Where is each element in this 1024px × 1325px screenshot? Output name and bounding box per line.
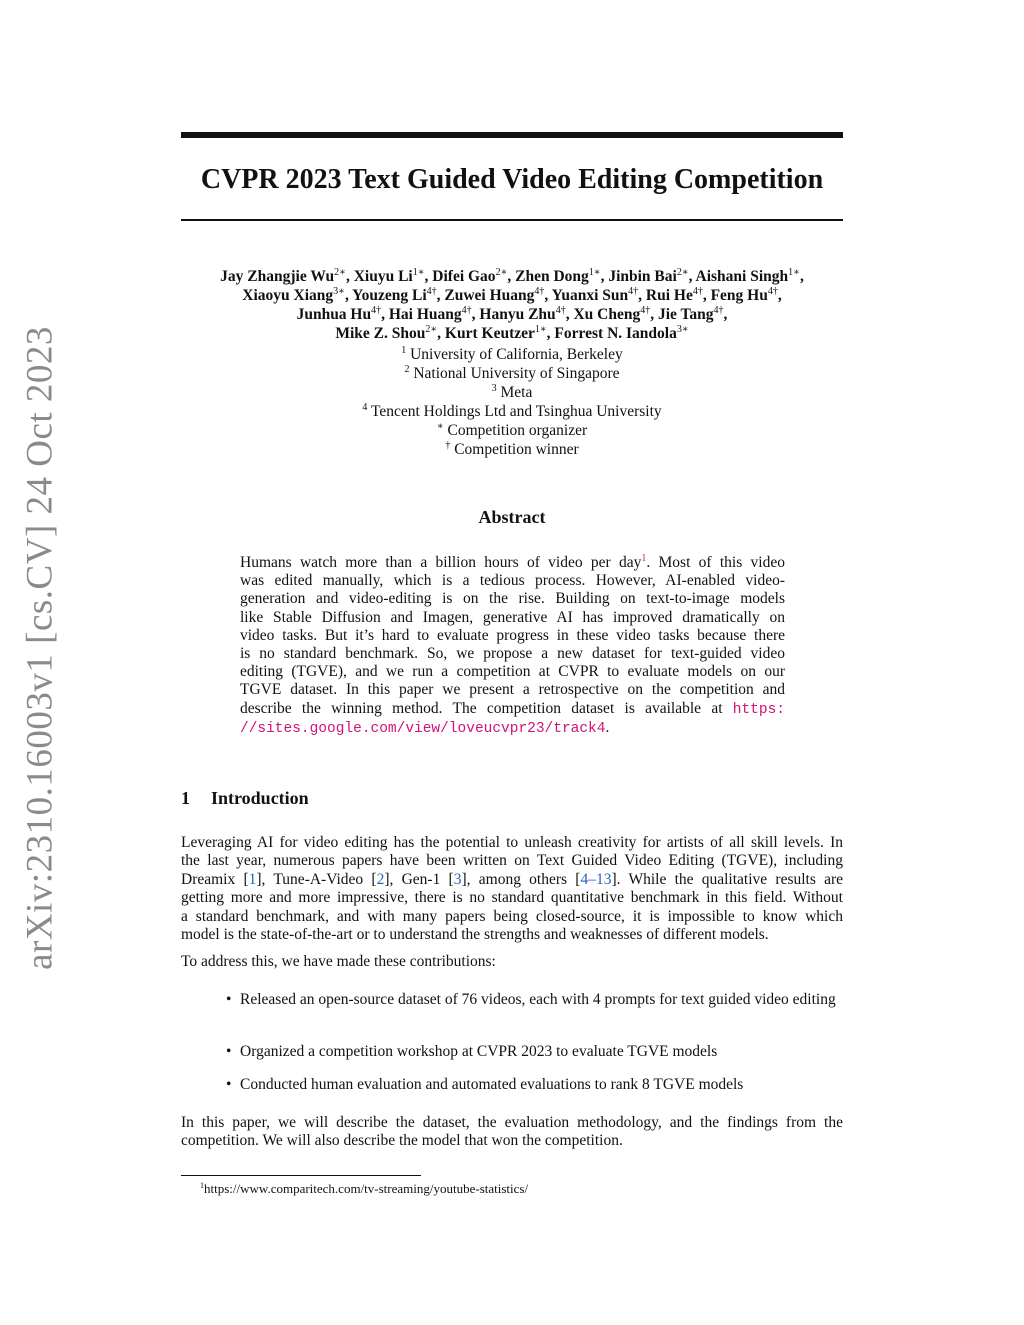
bullet-icon: • — [226, 1076, 232, 1093]
list-item-text: Organized a competition workshop at CVPR 2023 to evaluate TGVE models — [240, 1043, 718, 1060]
author: Hanyu Zhu$^{4\dagger}$, — [479, 305, 574, 323]
affiliation: † Competition winner — [445, 440, 579, 458]
bullet-icon: • — [226, 1043, 232, 1060]
abstract-line: editing (TGVE), and we run a competition at CVPR to evaluate models on our — [240, 663, 785, 681]
affiliation: $^4$ Tencent Holdings Ltd and Tsinghua University — [362, 402, 662, 420]
abstract-line: like Stable Diffusion and Imagen, generative AI has improved dramatically on — [240, 608, 785, 626]
list-item-text: Conducted human evaluation and automated evaluations to rank 8 TGVE models — [240, 1076, 744, 1093]
author: Yuanxi Sun$^{4\dagger}$, — [551, 286, 646, 304]
paragraph-line: model is the state-of-the-art or to understand the strengths and weaknesses of different models. — [181, 926, 769, 944]
author: Aishani Singh$^{1∗}$, — [695, 267, 804, 285]
dataset-url-link[interactable]: https: — [732, 701, 785, 718]
author: Mike Z. Shou$^{2∗}$, — [335, 324, 445, 342]
author-list — [181, 267, 843, 343]
author: Jie Tang$^{4\dagger}$, — [657, 305, 728, 323]
abstract-line: //sites.google.com/view/loveucvpr23/track4. — [240, 718, 610, 737]
arxiv-id-text: arXiv:2310.16003v1 [cs.CV] 24 Oct 2023 — [19, 326, 61, 970]
paper-title: CVPR 2023 Text Guided Video Editing Competition — [200, 164, 824, 195]
section-number: 1 — [181, 788, 190, 808]
author-line-2 — [181, 286, 843, 305]
intro-paragraph — [181, 834, 843, 944]
author: Rui $He^{4\dagger}$, — [645, 286, 711, 304]
closing-paragraph — [181, 1114, 843, 1151]
citation-link[interactable]: 3 — [453, 870, 462, 888]
abstract-line: was edited manually, which is a tedious process. However, AI-enabled video- — [240, 572, 785, 590]
paragraph-line: In this paper, we will describe the dataset, the evaluation methodology, and the findings from the — [181, 1114, 843, 1131]
dataset-url-link-continued[interactable]: //sites.google.com/view/loveucvpr23/track4 — [240, 720, 606, 737]
abstract-line: Humans watch more than a billion hours of video per day$^1$. Most of this video — [240, 553, 785, 571]
author: Jay Zhangjie $Wu^{2∗}$, — [220, 267, 354, 285]
citation-link[interactable]: 1 — [248, 870, 257, 888]
bullet-icon: • — [226, 991, 232, 1008]
author-line-3 — [181, 305, 843, 324]
citation-link[interactable]: 2 — [376, 870, 385, 888]
citation-link[interactable]: 13 — [595, 870, 612, 888]
author: Youzeng $Li^{4\dagger}$, — [352, 286, 445, 304]
footnote-mark: 1 — [200, 1181, 204, 1190]
affiliation: $^1$ University of California, Berkeley — [401, 345, 623, 363]
affiliation: ∗ Competition organizer — [436, 421, 588, 439]
footnote-link[interactable]: 1 — [641, 553, 647, 564]
abstract-body — [240, 554, 785, 738]
author-line-1 — [181, 267, 843, 286]
author: Difei Gao$^{2∗}$, — [432, 267, 516, 285]
footnote-url[interactable]: https://www.comparitech.com/tv-streaming/youtube-statistics/ — [204, 1181, 529, 1196]
paragraph-line: the last year, numerous papers have been written on Text Guided Video Editing (TGVE), including — [181, 852, 843, 870]
paragraph-line: Dreamix [1], Tune-A-Video [2], Gen-1 [3], among others [4–13]. While the qualitative results are — [181, 870, 844, 888]
paragraph-line: a standard benchmark, and with many papers being closed-source, it is impossible to know which — [181, 907, 843, 925]
author: Xu Cheng$^{4\dagger}$, — [573, 305, 658, 323]
abstract-line: describe the winning method. The competition dataset is available at https: — [240, 699, 785, 718]
abstract-line: generation and video-editing is on the rise. Building on text-to-image models — [240, 590, 785, 608]
author: Hai Huang$^{4\dagger}$, — [388, 305, 480, 323]
title-bottom-rule — [181, 219, 843, 221]
paragraph-line: To address this, we have made these contributions: — [181, 953, 496, 970]
author-line-4 — [181, 324, 843, 343]
author: Zhen Dong$^{1∗}$, — [515, 267, 609, 285]
affiliation-list — [181, 345, 843, 459]
author: Feng $Hu^{4\dagger}$, — [710, 286, 782, 304]
author: Jinbin Bai$^{2∗}$, — [608, 267, 696, 285]
paragraph-line: getting more and more impressive, there is no standard quantitative benchmark in this field. Without — [181, 889, 843, 907]
section-heading-introduction — [181, 787, 309, 809]
abstract-line: video tasks. But it’s hard to evaluate progress in these video tasks because there — [240, 626, 785, 644]
title-top-rule — [181, 132, 843, 138]
contributions-intro — [181, 953, 843, 971]
abstract-heading: Abstract — [478, 507, 546, 527]
paragraph-line: competition. We will also describe the model that won the competition. — [181, 1132, 623, 1150]
list-item-text: Released an open-source dataset of 76 videos, each with 4 prompts for text guided video editing — [240, 991, 836, 1008]
abstract-line: is no standard benchmark. So, we propose a new dataset for text-guided video — [240, 645, 785, 663]
affiliation: $^2$ National University of Singapore — [404, 364, 620, 382]
author: Junhua $Hu^{4\dagger}$, — [296, 305, 389, 323]
footnote — [200, 1181, 528, 1197]
footnote-divider — [181, 1175, 421, 1176]
section-title: Introduction — [211, 788, 309, 808]
affiliation: $^3$ Meta — [491, 383, 533, 401]
author: Xiuyu $Li^{1∗}$, — [353, 267, 433, 285]
paragraph-line: Leveraging AI for video editing has the potential to unleash creativity for artists of all skill levels. In — [181, 834, 843, 851]
author: Zuwei Huang$^{4\dagger}$, — [444, 286, 552, 304]
author: Forrest N. Iandola$^{3∗}$ — [554, 324, 689, 342]
author: Xiaoyu Xiang$^{3∗}$, — [242, 286, 353, 304]
abstract-line: TGVE dataset. In this paper we present a retrospective on the competition and — [240, 681, 785, 699]
citation-link[interactable]: 4 — [580, 870, 589, 888]
author: Kurt Keutzer$^{1∗}$, — [444, 324, 555, 342]
